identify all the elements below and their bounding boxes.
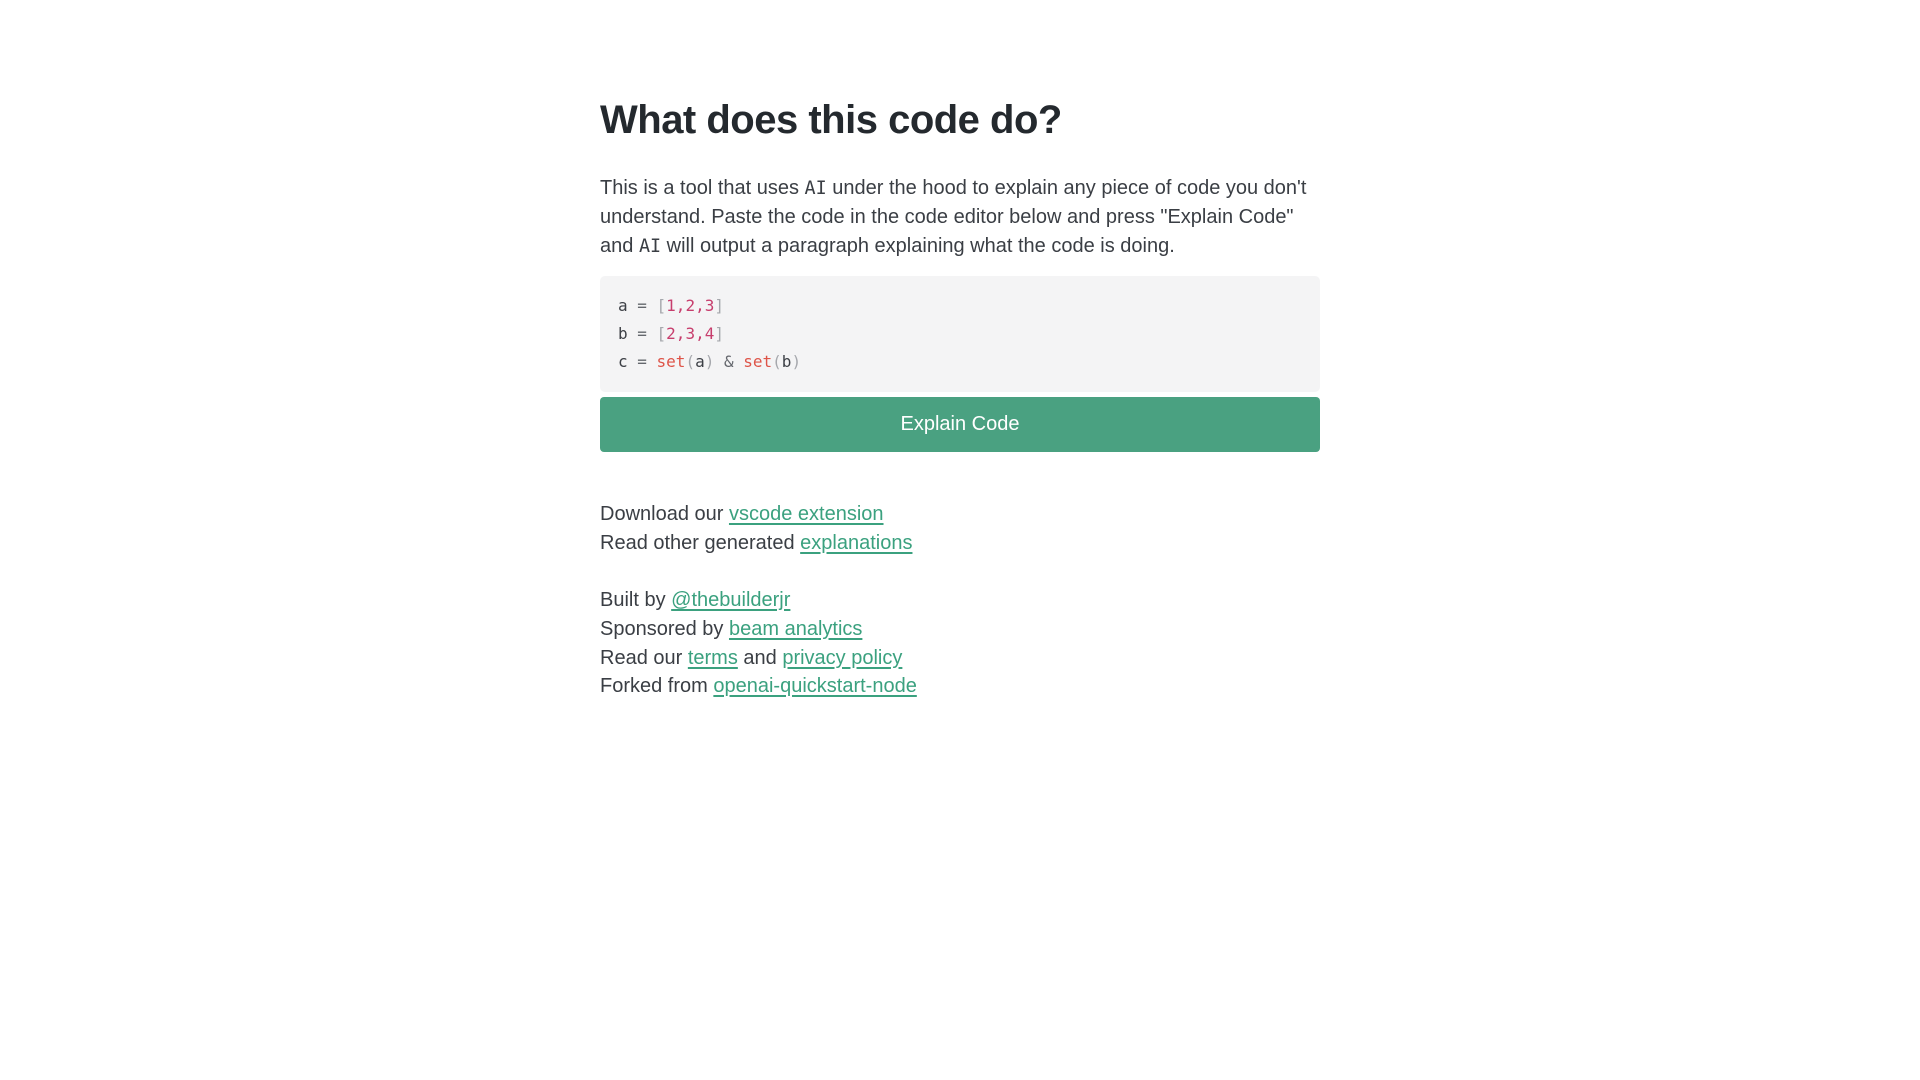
code-line [618, 320, 1302, 348]
link-vscode-extension[interactable]: vscode extension [728, 503, 884, 526]
links-section [600, 500, 1320, 701]
code-line [618, 292, 1302, 320]
link-terms[interactable]: terms [687, 646, 738, 669]
link-line [600, 500, 1320, 529]
link-line [600, 586, 1320, 615]
text-segment: This is a tool that uses [600, 177, 805, 199]
text-segment: under the hood to explain any piece of code you don't understand. Paste the code in the code editor below and press "Explain Code" and [600, 177, 1307, 257]
code-token-punct: [ [656, 296, 667, 316]
text-segment: and [737, 646, 783, 669]
text-segment: Read our [600, 646, 688, 669]
code-token-op: = [637, 324, 657, 344]
code-token-plain: a [618, 296, 638, 316]
link-line [600, 615, 1320, 644]
code-token-builtin: set [743, 352, 773, 372]
text-segment: Read other generated [600, 532, 801, 555]
text-segment: Download our [600, 503, 729, 526]
text-segment: Built by [600, 588, 672, 611]
code-token-punct: [ [656, 324, 667, 344]
code-token-num: 1,2,3 [666, 296, 715, 316]
code-token-punct: ) [791, 352, 802, 372]
link-privacy-policy[interactable]: privacy policy [782, 646, 903, 669]
code-token-op: = [637, 296, 657, 316]
code-token-punct: ] [714, 324, 724, 344]
link-openai-quickstart-node[interactable]: openai-quickstart-node [713, 675, 917, 698]
explain-code-button[interactable]: Explain Code [600, 397, 1320, 452]
code-token-builtin: set [656, 352, 686, 372]
code-token-plain: b [781, 352, 792, 372]
code-token-punct: ( [772, 352, 782, 372]
code-editor[interactable] [600, 276, 1320, 392]
main-content [600, 0, 1320, 701]
code-token-op: = [637, 352, 657, 372]
ai-text: AI [638, 235, 662, 257]
code-token-plain: b [618, 324, 638, 344]
link-line [600, 672, 1320, 701]
ai-text: AI [804, 178, 827, 199]
link-line [600, 644, 1320, 673]
text-segment: Sponsored by [600, 617, 729, 640]
intro-paragraph [600, 174, 1320, 260]
code-token-op: & [723, 352, 744, 372]
link-thebuilderjr[interactable]: @thebuilderjr [671, 588, 791, 611]
link-beam-analytics[interactable]: beam analytics [728, 617, 863, 640]
code-token-plain: a [695, 352, 705, 372]
code-token-punct: ( [685, 352, 696, 372]
text-segment: Forked from [600, 675, 714, 698]
resource-links [600, 500, 1320, 558]
code-line [618, 348, 1302, 376]
code-token-punct: ) [704, 352, 724, 372]
page-title: What does this code do? [600, 98, 1062, 142]
code-content[interactable] [618, 292, 1302, 376]
code-token-plain: c [618, 352, 638, 372]
link-explanations[interactable]: explanations [800, 532, 913, 555]
credit-links [600, 586, 1320, 701]
text-segment: will output a paragraph explaining what the code is doing. [661, 234, 1175, 257]
link-line [600, 529, 1320, 558]
code-token-punct: ] [714, 296, 724, 316]
code-token-num: 2,3,4 [666, 324, 715, 344]
